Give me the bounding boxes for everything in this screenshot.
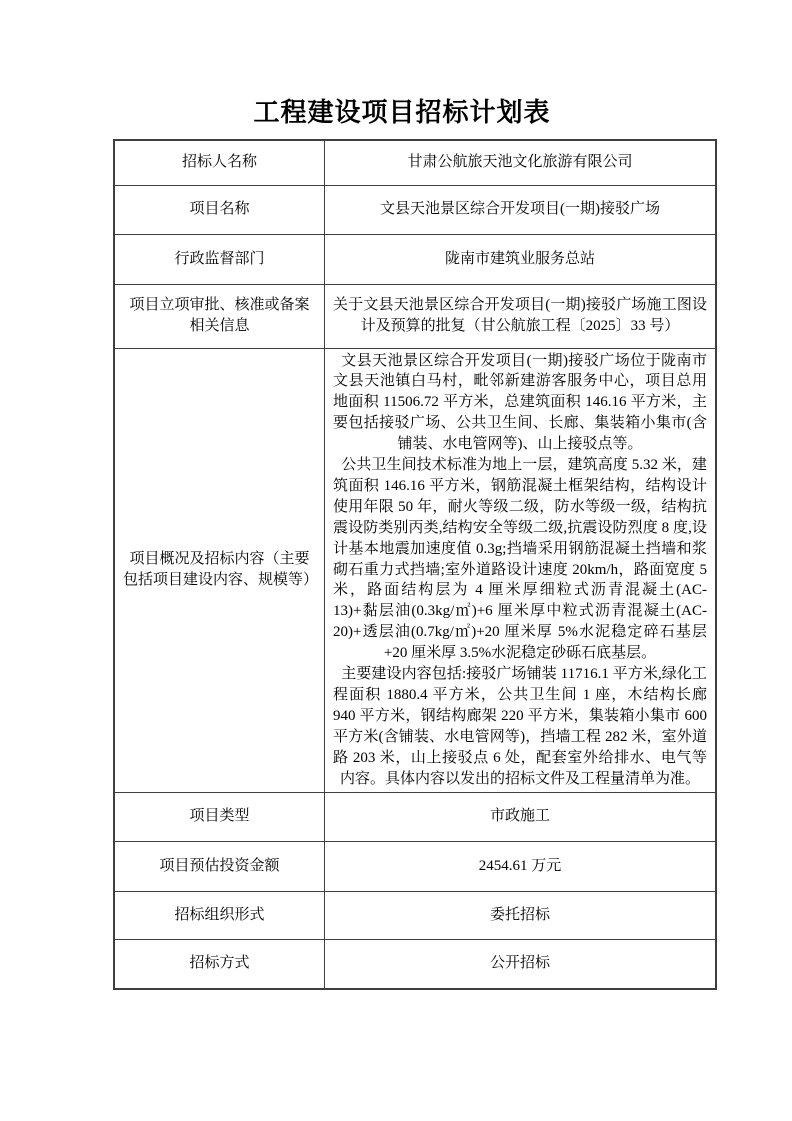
project-name-label: 项目名称 — [114, 185, 325, 234]
project-type-label: 项目类型 — [114, 792, 325, 841]
page-title: 工程建设项目招标计划表 — [253, 98, 551, 127]
bidding-method-label: 招标方式 — [114, 939, 325, 989]
bid-plan-table — [113, 139, 717, 990]
project-overview-value — [325, 348, 717, 792]
row-approval-info — [114, 284, 716, 348]
project-overview-label: 项目概况及招标内容（主要包括项目建设内容、规模等） — [114, 348, 325, 792]
row-project-name — [114, 185, 716, 234]
overview-paragraph-location: 文县天池景区综合开发项目(一期)接驳广场位于陇南市文县天池镇白马村，毗邻新建游客服务中心，项目总用地面积 11506.72 平方米，总建筑面积 146.16 平方米，主要包括接驳广场、公共卫生间、长廊、集装箱小集市(含铺装、水电管网等)、山上接驳点等。 — [333, 352, 707, 453]
bidding-organization-form-value: 委托招标 — [325, 891, 717, 939]
row-supervising-department — [114, 234, 716, 284]
approval-info-label: 项目立项审批、核准或备案相关信息 — [114, 284, 325, 348]
bidding-organization-form-label: 招标组织形式 — [114, 891, 325, 939]
tenderee-name-label: 招标人名称 — [114, 140, 325, 185]
project-type-value: 市政施工 — [325, 792, 717, 841]
overview-paragraph-scope: 主要建设内容包括:接驳广场铺装 11716.1 平方米,绿化工程面积 1880.4 平方米，公共卫生间 1 座，木结构长廊 940 平方米，钢结构廊架 220 平方米，集装箱小集市 600 平方米(含铺装、水电管网等)，挡墙工程 282 米，室外道路 203 米，山上接驳点 6 处，配套室外给排水、电气等内容。具体内容以发出的招标文件及工程量清单为准。 — [333, 666, 707, 787]
row-estimated-investment — [114, 841, 716, 891]
project-name-value: 文县天池景区综合开发项目(一期)接驳广场 — [325, 185, 717, 234]
supervising-department-label: 行政监督部门 — [114, 234, 325, 284]
row-bidding-organization-form — [114, 891, 716, 939]
estimated-investment-label: 项目预估投资金额 — [114, 841, 325, 891]
row-project-type — [114, 792, 716, 841]
approval-info-value: 关于文县天池景区综合开发项目(一期)接驳广场施工图设计及预算的批复（甘公航旅工程〔2025〕33 号） — [325, 284, 717, 348]
estimated-investment-value: 2454.61 万元 — [325, 841, 717, 891]
row-bidding-method — [114, 939, 716, 989]
bidding-method-value: 公开招标 — [325, 939, 717, 989]
row-project-overview — [114, 348, 716, 792]
overview-paragraph-technical: 公共卫生间技术标准为地上一层，建筑高度 5.32 米，建筑面积 146.16 平方米，钢筋混凝土框架结构，结构设计使用年限 50 年，耐火等级二级，防水等级一级，结构抗震设防类别丙类,结构安全等级二级,抗震设防烈度 8 度,设计基本地震加速度值 0.3g;挡墙采用钢筋混凝土挡墙和浆砌石重力式挡墙;室外道路设计速度 20km/h，路面宽度 5 米，路面结构层为 4 厘米厚细粒式沥青混凝土(AC-13)+黏层油(0.3kg/㎡)+6 厘米厚中粒式沥青混凝土(AC-20)+透层油(0.7kg/㎡)+20 厘米厚 5%水泥稳定碎石基层+20 厘米厚 3.5%水泥稳定砂砾石底基层。 — [333, 457, 707, 662]
tenderee-name-value: 甘肃公航旅天池文化旅游有限公司 — [325, 140, 717, 185]
supervising-department-value: 陇南市建筑业服务总站 — [325, 234, 717, 284]
row-tenderee-name — [114, 140, 716, 185]
